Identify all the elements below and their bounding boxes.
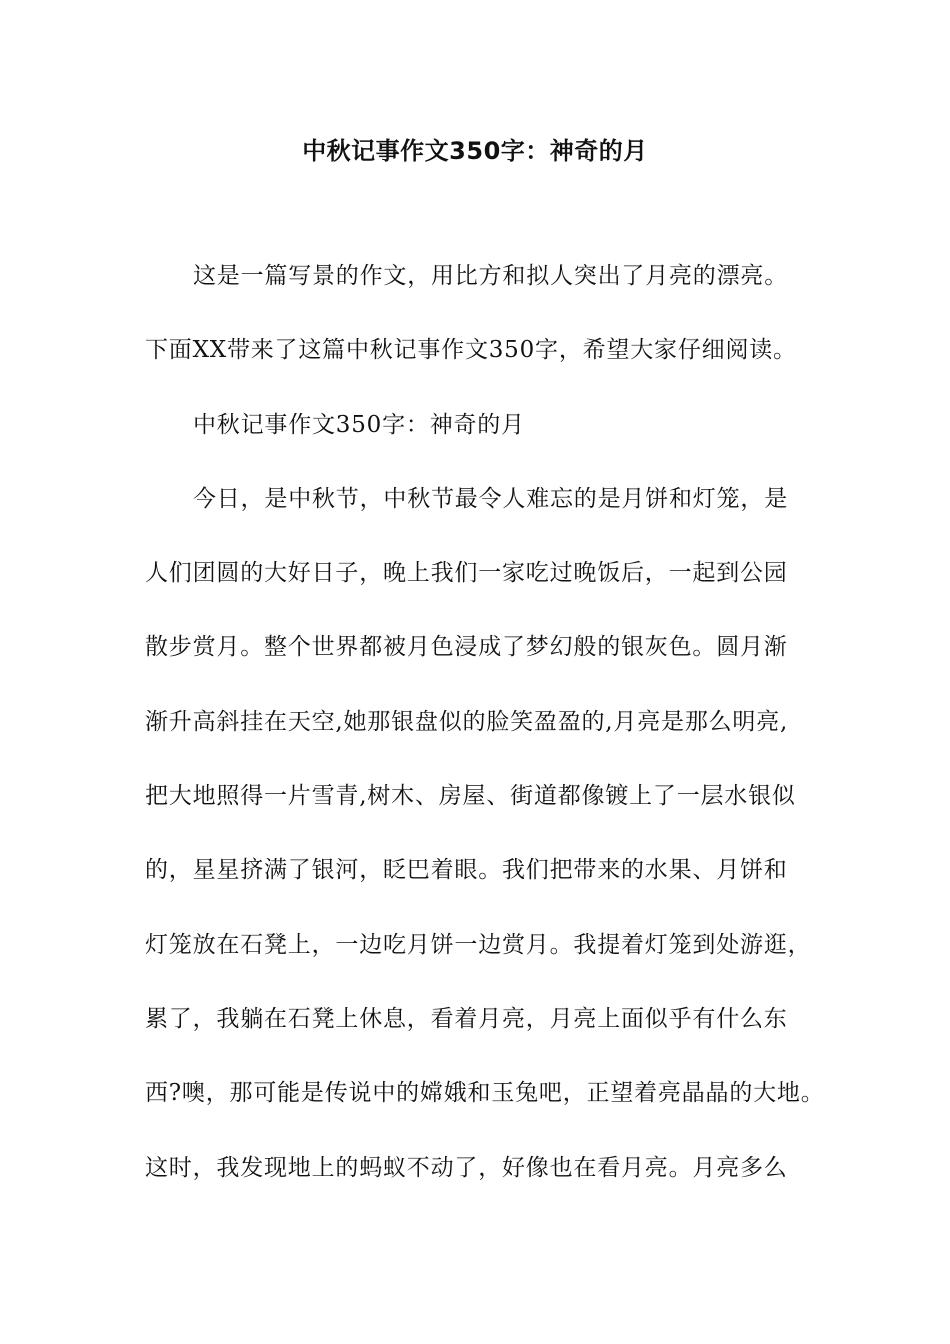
paragraph-line: 灯笼放在石凳上，一边吃月饼一边赏月。我提着灯笼到处游逛， bbox=[145, 931, 812, 958]
paragraph-line: 今日，是中秋节，中秋节最令人难忘的是月饼和灯笼，是 bbox=[193, 485, 788, 512]
paragraph-line: 这是一篇写景的作文，用比方和拟人突出了月亮的漂亮。 bbox=[193, 263, 788, 289]
paragraph-line: 把大地照得一片雪青,树木、房屋、街道都像镀上了一层水银似 bbox=[145, 783, 796, 810]
paragraph-line: 的，星星挤满了银河，眨巴着眼。我们把带来的水果、月饼和 bbox=[145, 857, 788, 884]
subtitle-line: 中秋记事作文350字：神奇的月 bbox=[193, 411, 525, 438]
paragraph-line: 人们团圆的大好日子，晚上我们一家吃过晚饭后，一起到公园 bbox=[145, 560, 788, 587]
document-title: 中秋记事作文350字：神奇的月 bbox=[302, 137, 648, 165]
paragraph-line: 西?噢，那可能是传说中的嫦娥和玉兔吧，正望着亮晶晶的大地。 bbox=[145, 1080, 825, 1107]
paragraph-line: 这时，我发现地上的蚂蚁不动了，好像也在看月亮。月亮多么 bbox=[145, 1154, 788, 1181]
paragraph-line: 渐升高斜挂在天空,她那银盘似的脸笑盈盈的,月亮是那么明亮, bbox=[145, 708, 789, 735]
document-body bbox=[145, 254, 835, 1220]
paragraph-line: 散步赏月。整个世界都被月色浸成了梦幻般的银灰色。圆月渐 bbox=[145, 634, 788, 661]
paragraph-line: 下面XX带来了这篇中秋记事作文350字，希望大家仔细阅读。 bbox=[145, 337, 797, 364]
paragraph-line: 累了，我躺在石凳上休息，看着月亮，月亮上面似乎有什么东 bbox=[145, 1005, 788, 1032]
